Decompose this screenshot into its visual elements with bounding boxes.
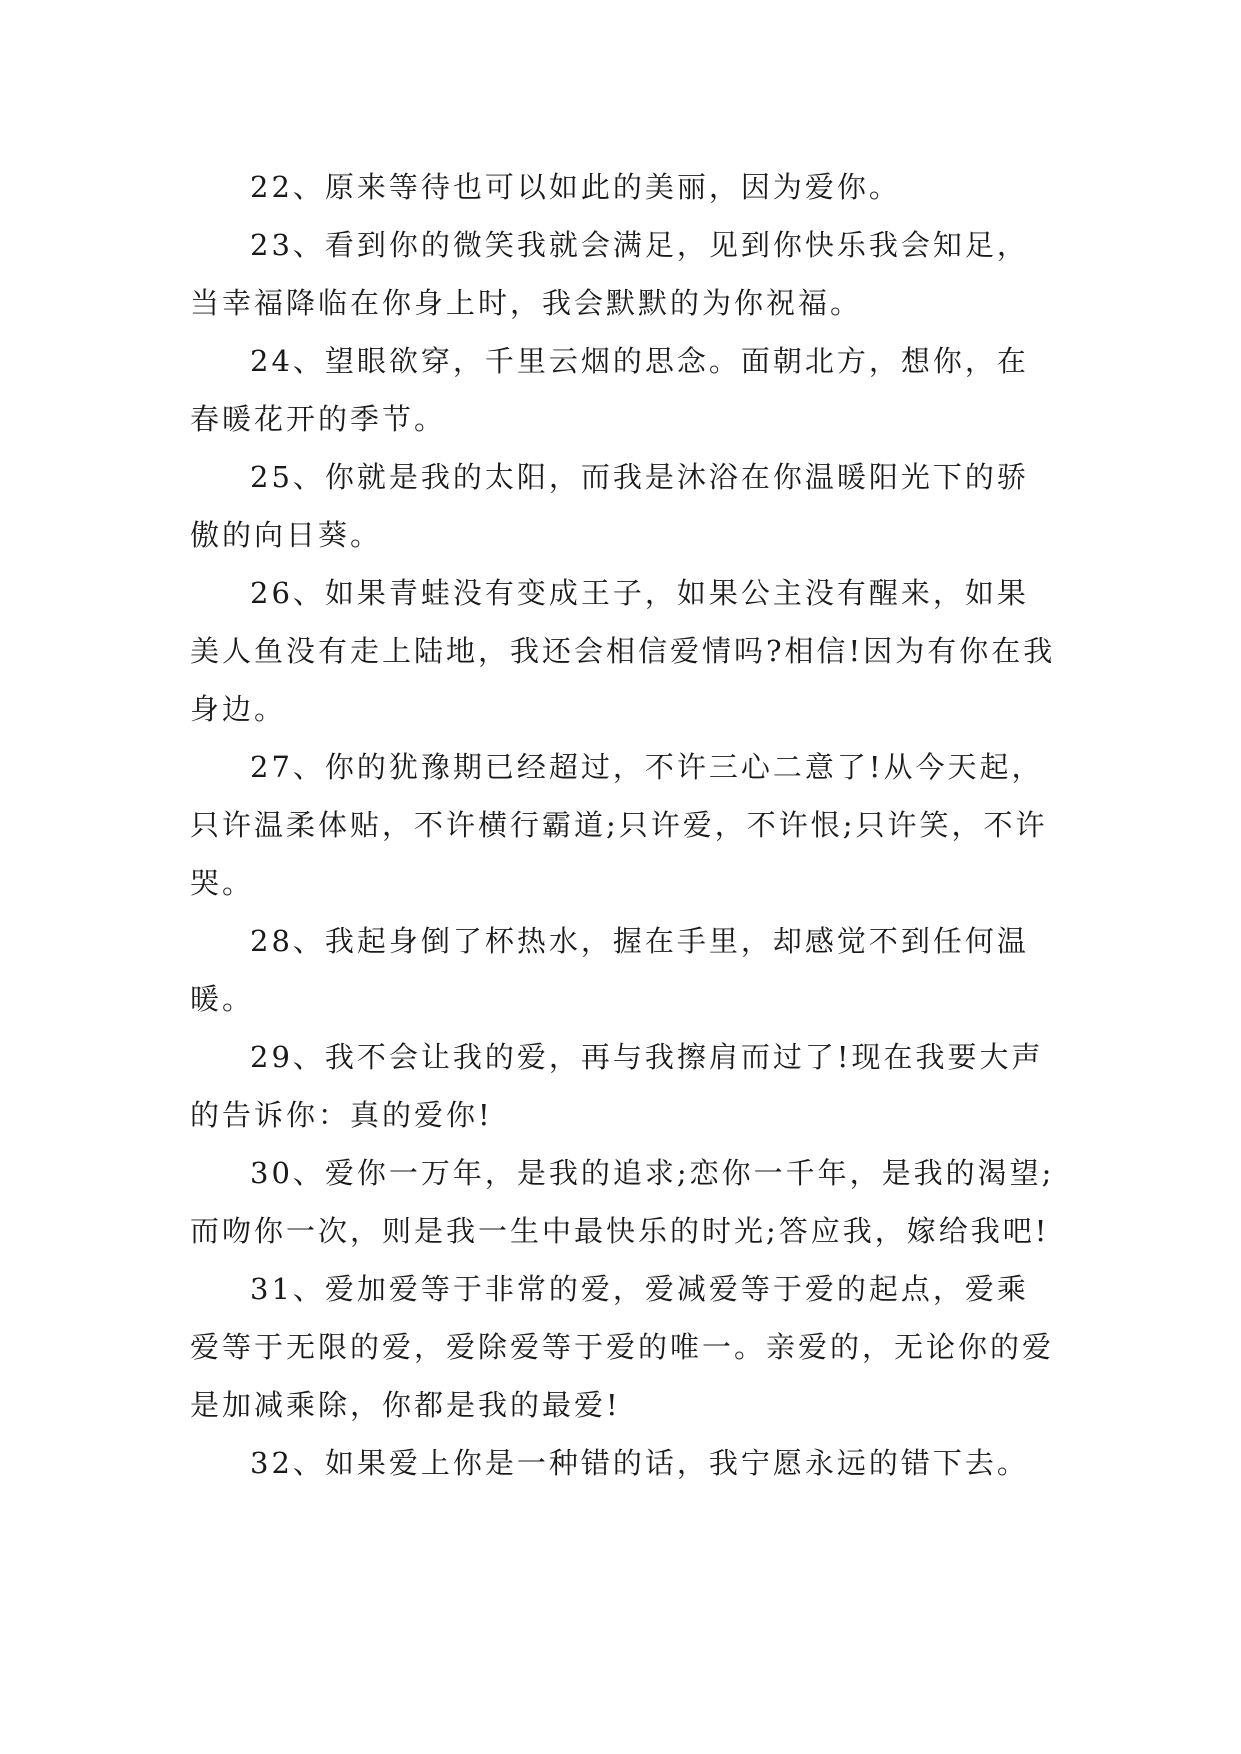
paragraph-28: 28、我起身倒了杯热水，握在手里，却感觉不到任何温暖。	[190, 924, 1029, 1016]
document-body	[190, 158, 1060, 1492]
paragraph-32: 32、如果爱上你是一种错的话，我宁愿永远的错下去。	[250, 1446, 1029, 1480]
paragraph-27: 27、你的犹豫期已经超过，不许三心二意了!从今天起，只许温柔体贴，不许横行霸道;只许爱，不许恨;只许笑，不许哭。	[190, 750, 1048, 900]
paragraph-25: 25、你就是我的太阳，而我是沐浴在你温暖阳光下的骄傲的向日葵。	[190, 460, 1029, 552]
paragraph-22: 22、原来等待也可以如此的美丽，因为爱你。	[250, 170, 901, 204]
paragraph-23: 23、看到你的微笑我就会满足，见到你快乐我会知足，当幸福降临在你身上时，我会默默的为你祝福。	[190, 228, 1029, 320]
paragraph-24: 24、望眼欲穿，千里云烟的思念。面朝北方，想你，在春暖花开的季节。	[190, 344, 1029, 436]
paragraph-29: 29、我不会让我的爱，再与我擦肩而过了!现在我要大声的告诉你：真的爱你!	[190, 1040, 1044, 1132]
paragraph-26: 26、如果青蛙没有变成王子，如果公主没有醒来，如果美人鱼没有走上陆地，我还会相信爱情吗?相信!因为有你在我身边。	[190, 576, 1056, 726]
paragraph-30: 30、爱你一万年，是我的追求;恋你一千年，是我的渴望;而吻你一次，则是我一生中最快乐的时光;答应我，嫁给我吧!	[190, 1156, 1055, 1248]
paragraph-31: 31、爱加爱等于非常的爱，爱减爱等于爱的起点，爱乘爱等于无限的爱，爱除爱等于爱的唯一。亲爱的，无论你的爱是加减乘除，你都是我的最爱!	[190, 1272, 1055, 1422]
